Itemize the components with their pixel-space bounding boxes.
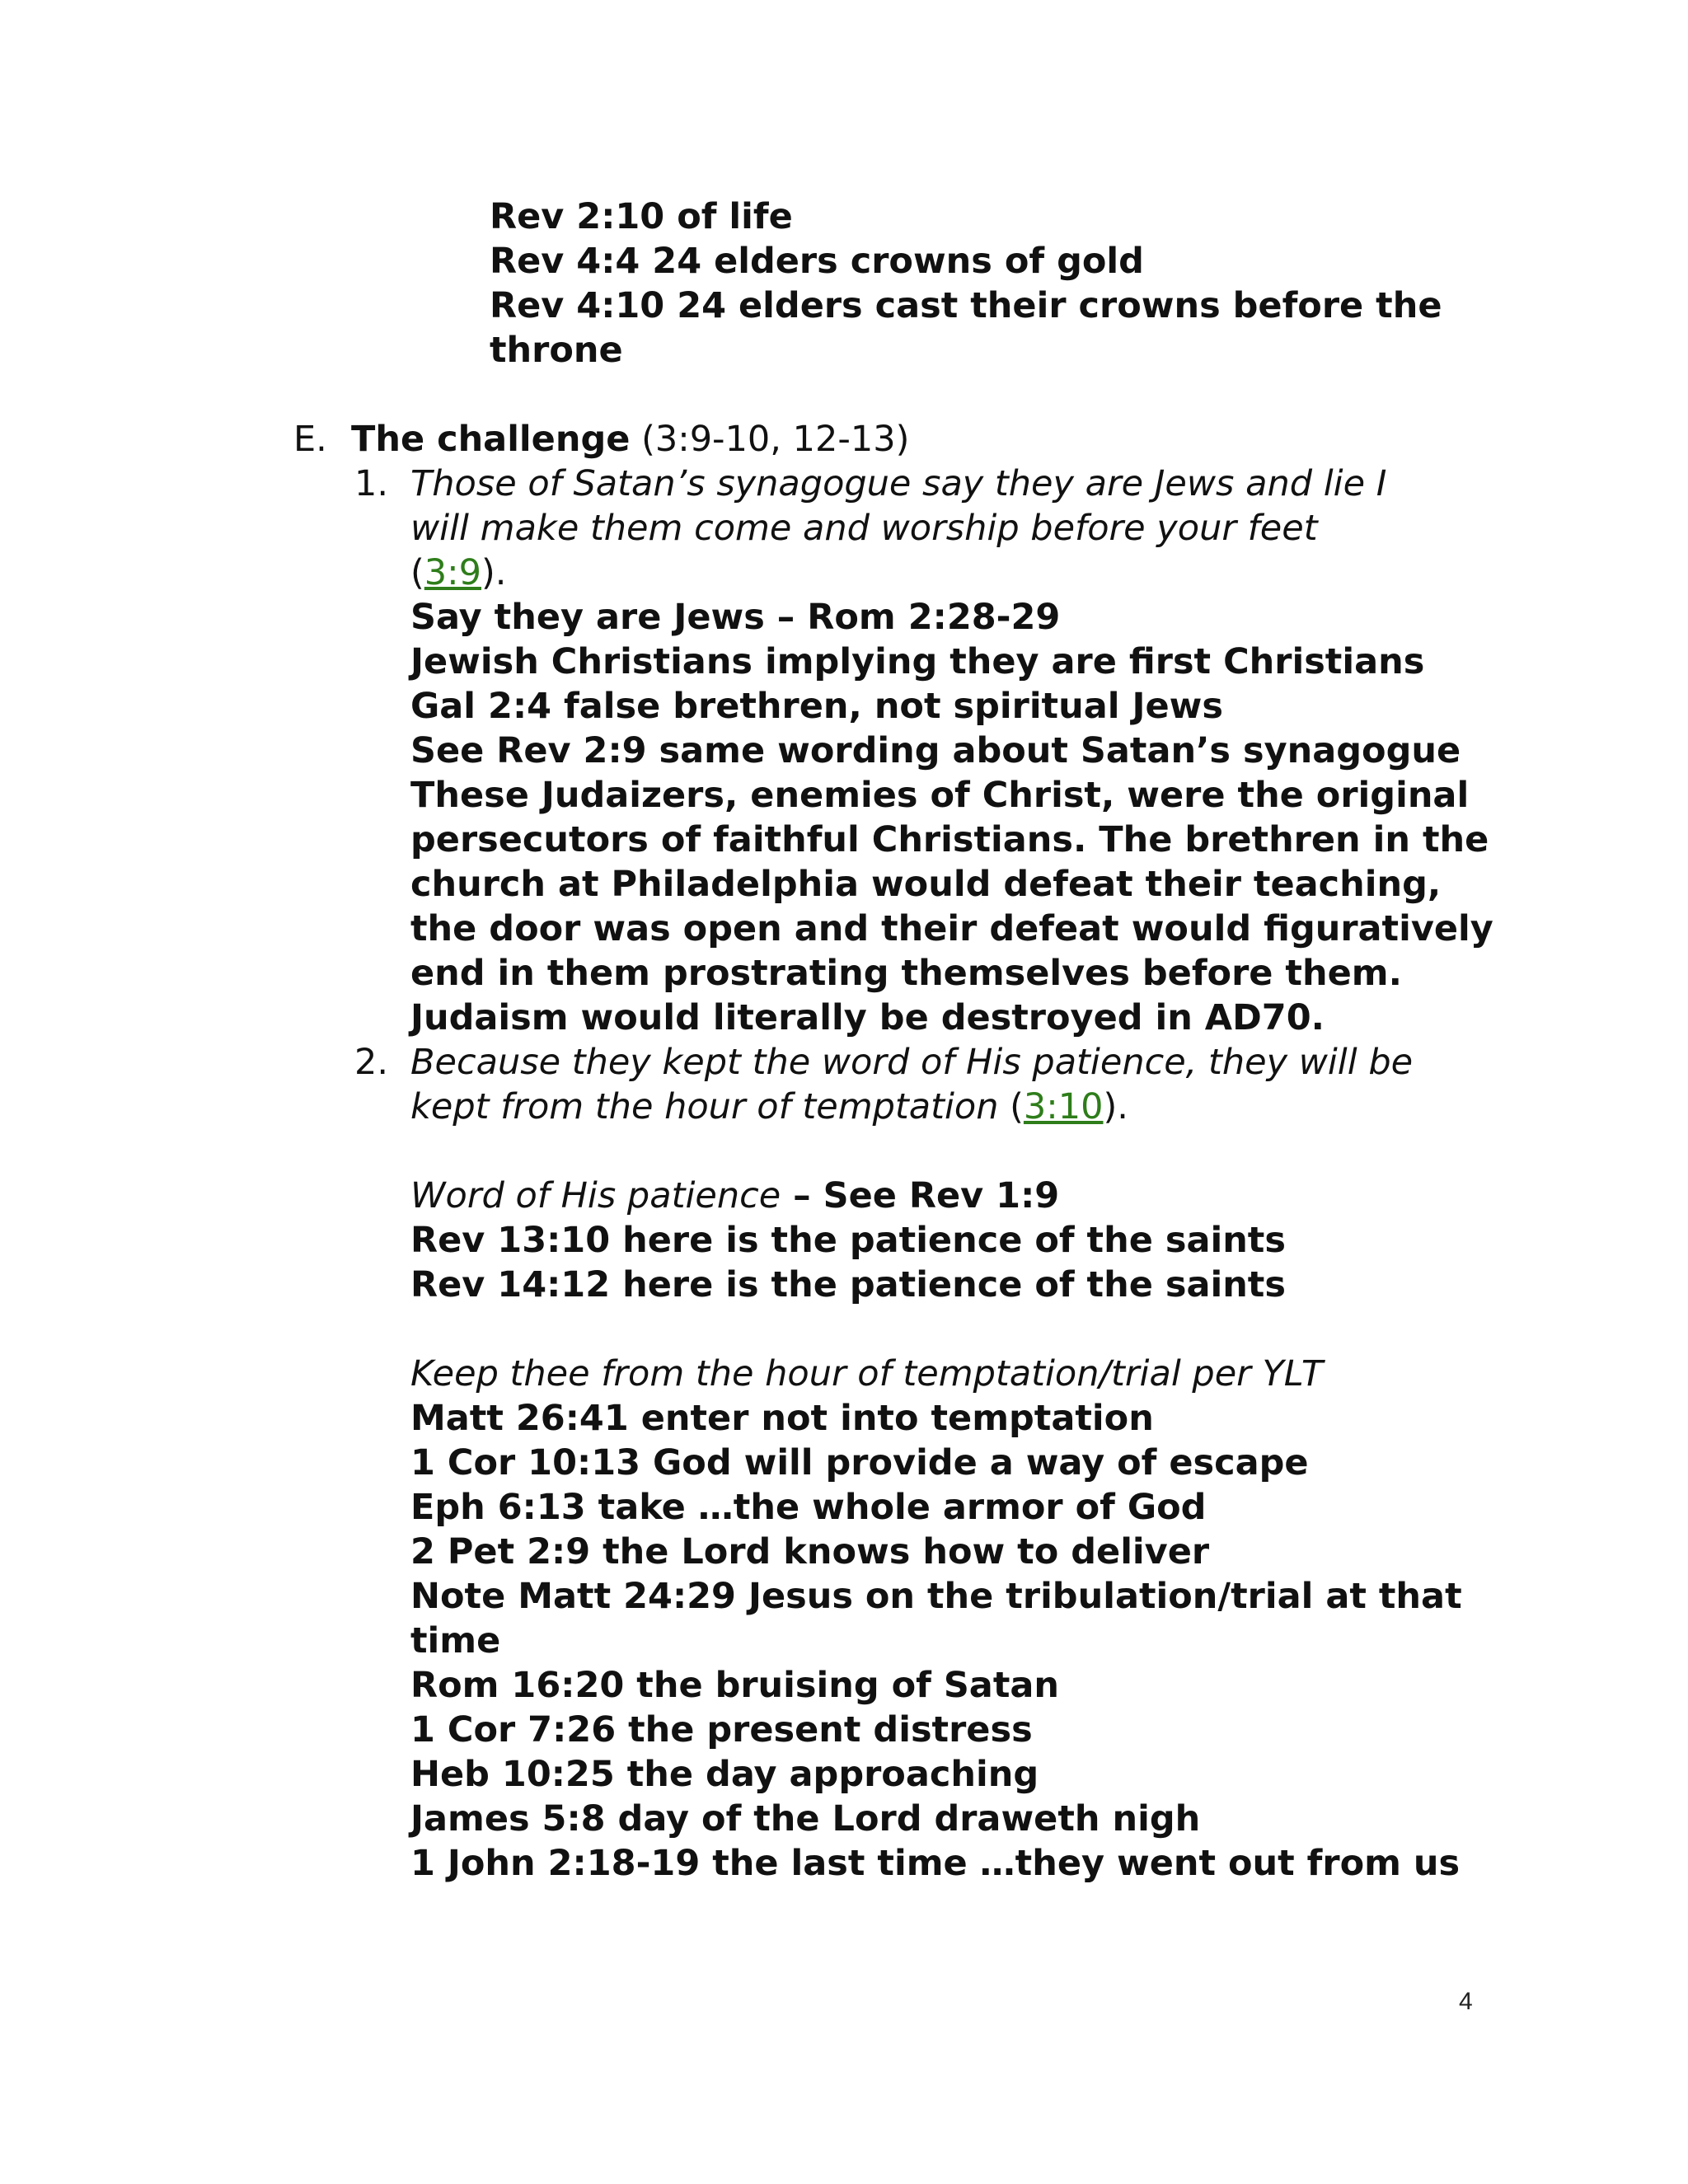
note-line: persecutors of faithful Christians. The brethren in the bbox=[410, 819, 1489, 860]
list-marker: 1. bbox=[354, 463, 389, 504]
quote-line: Those of Satan’s synagogue say they are Jews and lie I bbox=[410, 463, 1387, 504]
reference-line: Rev 4:4 24 elders crowns of gold bbox=[490, 241, 1144, 282]
note-line: Jewish Christians implying they are first Christians bbox=[410, 641, 1425, 682]
section-marker: E. bbox=[293, 419, 327, 460]
subheading-line: Keep thee from the hour of temptation/trial per YLT bbox=[410, 1353, 1324, 1394]
note-line: Rev 14:12 here is the patience of the saints bbox=[410, 1264, 1286, 1305]
note-line: Heb 10:25 the day approaching bbox=[410, 1754, 1039, 1795]
reference-line: throne bbox=[490, 330, 623, 371]
subheading-line: Word of His patience – See Rev 1:9 bbox=[410, 1175, 1060, 1216]
note-line: end in them prostrating themselves before them. bbox=[410, 953, 1402, 994]
verse-link[interactable]: 3:10 bbox=[1023, 1086, 1104, 1127]
verse-reference: (3:9). bbox=[410, 552, 507, 593]
list-marker: 2. bbox=[354, 1042, 389, 1083]
note-line: Say they are Jews – Rom 2:28-29 bbox=[410, 597, 1061, 638]
page-number: 4 bbox=[1459, 1988, 1473, 2015]
note-line: James 5:8 day of the Lord draweth nigh bbox=[410, 1798, 1201, 1840]
quote-line: Because they kept the word of His patience, they will be bbox=[410, 1042, 1414, 1083]
note-line: time bbox=[410, 1620, 501, 1661]
reference-line: Rev 4:10 24 elders cast their crowns before the bbox=[490, 285, 1442, 326]
section-title: The challenge bbox=[351, 419, 631, 460]
note-line: 1 Cor 7:26 the present distress bbox=[410, 1709, 1033, 1750]
verse-link[interactable]: 3:9 bbox=[424, 552, 481, 593]
note-line: 2 Pet 2:9 the Lord knows how to deliver bbox=[410, 1531, 1210, 1572]
note-line: Eph 6:13 take …the whole armor of God bbox=[410, 1487, 1207, 1528]
note-line: the door was open and their defeat would figuratively bbox=[410, 908, 1493, 949]
section-refs: (3:9-10, 12-13) bbox=[630, 419, 910, 460]
note-line: Rev 13:10 here is the patience of the saints bbox=[410, 1220, 1286, 1261]
quote-line-with-reference: kept from the hour of temptation (3:10). bbox=[410, 1086, 1128, 1127]
note-line: Matt 26:41 enter not into temptation bbox=[410, 1398, 1154, 1439]
note-line: Gal 2:4 false brethren, not spiritual Jews bbox=[410, 686, 1223, 727]
note-line: Note Matt 24:29 Jesus on the tribulation/trial at that bbox=[410, 1576, 1462, 1617]
note-line: These Judaizers, enemies of Christ, were the original bbox=[410, 775, 1470, 816]
note-line: See Rev 2:9 same wording about Satan’s synagogue bbox=[410, 730, 1461, 771]
note-line: Rom 16:20 the bruising of Satan bbox=[410, 1665, 1059, 1706]
note-line: Judaism would literally be destroyed in AD70. bbox=[410, 997, 1325, 1038]
note-line: 1 Cor 10:13 God will provide a way of escape bbox=[410, 1442, 1309, 1483]
note-line: church at Philadelphia would defeat their teaching, bbox=[410, 864, 1442, 905]
reference-line: Rev 2:10 of life bbox=[490, 196, 793, 237]
quote-line: will make them come and worship before your feet bbox=[410, 508, 1318, 549]
note-line: 1 John 2:18-19 the last time …they went out from us bbox=[410, 1843, 1461, 1884]
section-heading bbox=[351, 417, 909, 462]
